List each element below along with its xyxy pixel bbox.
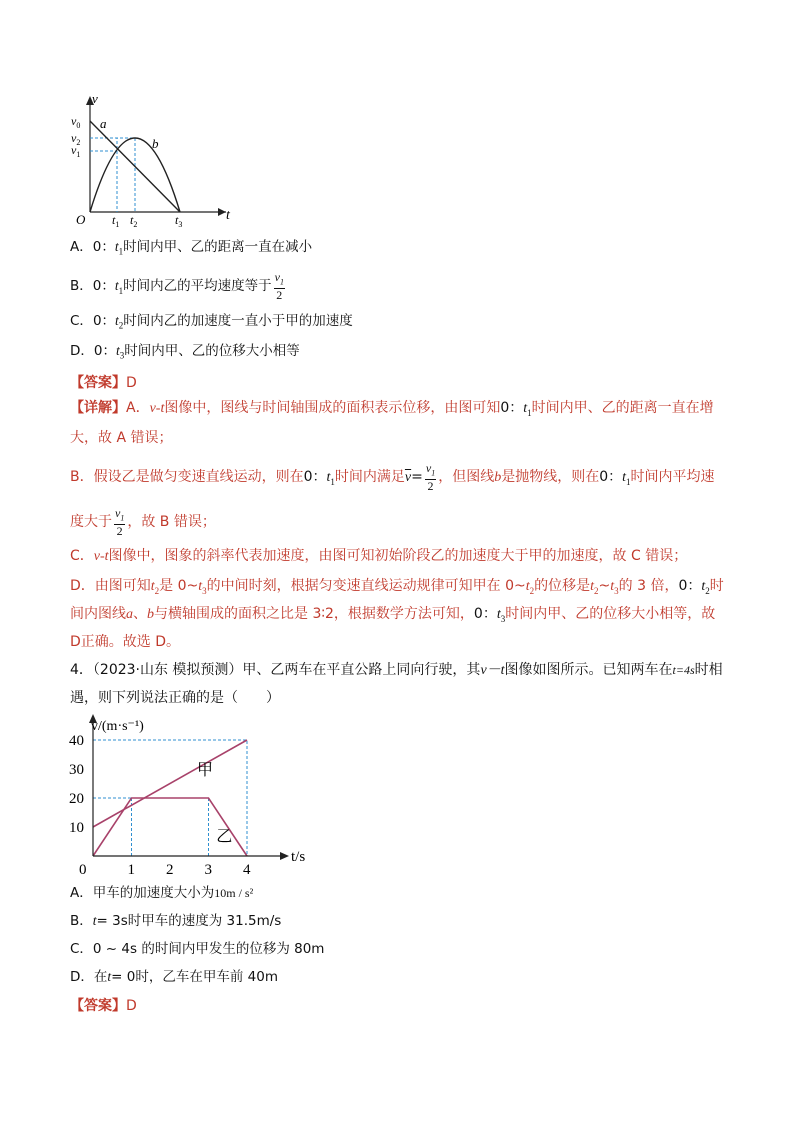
fig1-t-axis-arrow <box>218 208 226 216</box>
q4-y-axis-label: v/(m·s⁻¹) <box>91 719 144 734</box>
q3-detail-b-fraction: $\frac{v_1}{2}$ <box>425 461 436 494</box>
q3-answer: 【答案】D <box>70 375 137 391</box>
q4-option-d: D．在t= 0时，乙车在甲车前 40m <box>70 969 278 985</box>
q3-detail-b-line1: B．假设乙是做匀变速直线运动，则在0：$t_1$时间内满足$\overline{v}=$ $\frac{v_1}{2}$ ，但图线b是抛物线，则在0：$t_1$时间内平均速 <box>70 461 715 494</box>
q4-y-tick-label: 40 <box>69 733 84 749</box>
fig1-origin-label: O <box>76 212 86 227</box>
q4-answer: 【答案】D <box>70 998 137 1014</box>
q4-series-label-jia: 甲 <box>196 761 213 779</box>
q3-detail-b-line2: 度大于 $\frac{v_1}{2}$ ，故 B 错误； <box>70 506 216 539</box>
q4-y-tick-label: 20 <box>69 791 84 807</box>
q4-series-label-yi: 乙 <box>216 828 233 846</box>
q3-detail-d-line1: D．由图可知$t_2$是 $0\sim t_3$的中间时刻，根据匀变速直线运动规律可知甲在 $0\sim t_2$的位移是$t_2\sim t_3$的 3 倍，0：$t_2$时 <box>70 578 724 596</box>
fig1-v1-label: $v_1$ <box>71 143 81 159</box>
q3-detail-d-line3: D正确。故选 D。 <box>70 634 181 650</box>
fig1-a-label: a <box>100 116 107 131</box>
q3-detail-d-line2: 间内图线a、b与横轴围成的面积之比是 3∶2，根据数学方法可知，0：$t_3$时间内甲、乙的位移大小相等，故 <box>70 606 716 624</box>
q4-x-tick-label: 2 <box>166 862 174 878</box>
fig1-v2-label: $v_2$ <box>71 131 81 147</box>
figure1-vt-graph <box>68 88 238 228</box>
q4-series-line-jia <box>93 740 247 827</box>
q4-option-a: A．甲车的加速度大小为10m / s² <box>70 885 254 901</box>
q3-detail-b2-fraction: $\frac{v_1}{2}$ <box>115 506 125 539</box>
q4-y-tick-label: 10 <box>69 820 84 836</box>
fig1-guide-t2 <box>90 138 135 212</box>
fig1-t2-label: $t_2$ <box>130 213 138 229</box>
q3-detail-c: C．v-t图像中，图象的斜率代表加速度，由图可知初始阶段乙的加速度大于甲的加速度，故 C 错误； <box>70 548 688 564</box>
fig1-t3-label: $t_3$ <box>175 213 183 229</box>
fig1-b-label: b <box>152 136 159 151</box>
q3-detail-a-line2: 大，故 A 错误； <box>70 430 173 446</box>
q3-option-d: D．0：$t_3$时间内甲、乙的位移大小相等 <box>70 343 300 361</box>
fig1-t1-label: $t_1$ <box>112 213 120 229</box>
q4-x-axis-arrow <box>280 852 289 860</box>
q3-option-b: B．0：$t_1$时间内乙的平均速度等于 $\frac{v_1}{2}$ <box>70 270 284 303</box>
q4-origin-label: 0 <box>79 862 87 878</box>
fig1-v-label: v <box>92 91 98 106</box>
q4-x-tick-label: 3 <box>204 862 212 878</box>
q4-option-c: C．0 ~ 4s 的时间内甲发生的位移为 80m <box>70 941 325 957</box>
q4-stem-line1: 4．（2023·山东 模拟预测）甲、乙两车在平直公路上同向行驶，其v－t图像如图所示。已知两车在t=4s时相 <box>70 662 723 678</box>
q4-option-b: B．t= 3s时甲车的速度为 31.5m/s <box>70 913 282 929</box>
q4-x-tick-label: 4 <box>243 862 251 878</box>
q4-y-tick-label: 30 <box>69 762 84 778</box>
q4-x-axis-label: t/s <box>291 849 306 865</box>
fig1-t-label: t <box>226 208 230 223</box>
q3-detail-a-line1: 【详解】A．v-t图像中，图线与时间轴围成的面积表示位移，由图可知0：$t_1$时间内甲、乙的距离一直在增 <box>70 400 714 418</box>
q3-option-c: C．0：$t_2$时间内乙的加速度一直小于甲的加速度 <box>70 313 353 331</box>
q3-optb-fraction: $\frac{v_1}{2}$ <box>274 270 284 303</box>
q4-x-tick-label: 1 <box>127 862 135 878</box>
q4-stem-line2: 遇，则下列说法正确的是（ ） <box>70 690 280 706</box>
fig1-v0-label: $v_0$ <box>71 114 81 130</box>
q4-vt-chart <box>68 706 318 878</box>
q3-option-a: A．0：$t_1$时间内甲、乙的距离一直在减小 <box>70 239 313 257</box>
q4-series-line-yi <box>93 798 247 856</box>
